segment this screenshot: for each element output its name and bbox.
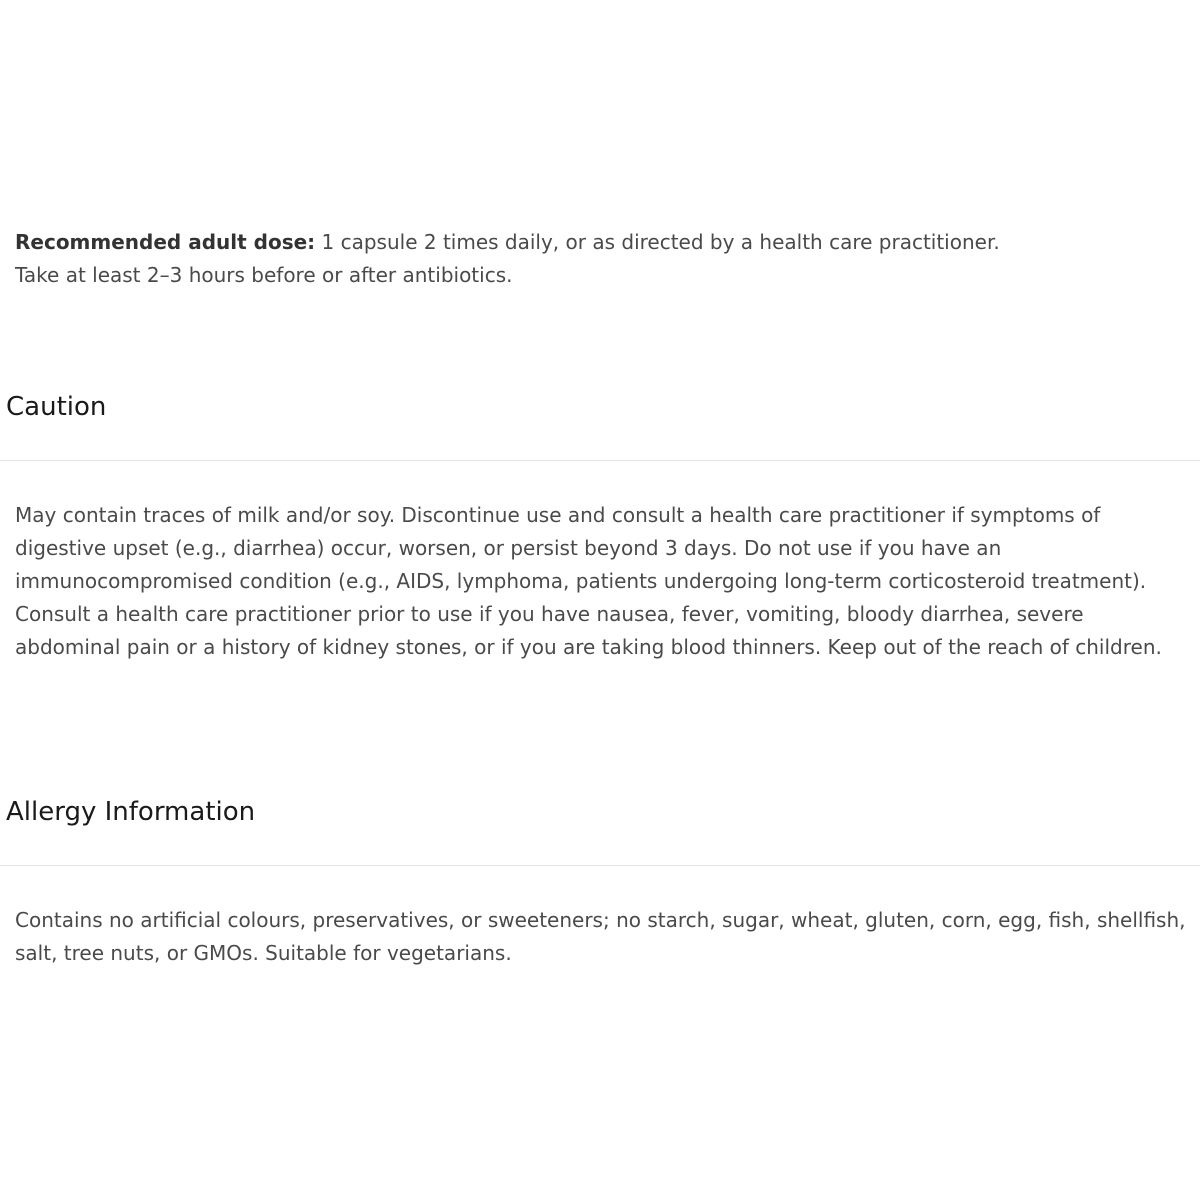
allergy-heading: Allergy Information xyxy=(6,797,256,827)
dosage-note: Take at least 2–3 hours before or after antibiotics. xyxy=(15,263,513,287)
caution-body: May contain traces of milk and/or soy. Discontinue use and consult a health care practitioner if symptoms of digestive upset (e.g., diarrhea) occur, worsen, or persist beyond 3 days. Do not use if you have an immunocompromised condition (e.g., AIDS, lymphoma, patients undergoing long-term corticosteroid treatment). Consult a health care practitioner prior to use if you have nausea, fever, vomiting, bloody diarrhea, severe abdominal pain or a history of kidney stones, or if you are taking blood thinners. Keep out of the reach of children. xyxy=(15,503,1162,659)
dosage-text: 1 capsule 2 times daily, or as directed by a health care practitioner. xyxy=(315,230,1000,254)
dosage-section xyxy=(15,226,1190,292)
dosage-line xyxy=(15,226,1190,259)
caution-heading: Caution xyxy=(6,392,107,422)
caution-divider xyxy=(0,460,1200,461)
allergy-body: Contains no artificial colours, preservatives, or sweeteners; no starch, sugar, wheat, gluten, corn, egg, fish, shellfish, salt, tree nuts, or GMOs. Suitable for vegetarians. xyxy=(15,908,1186,965)
dosage-label: Recommended adult dose: xyxy=(15,230,316,254)
allergy-divider xyxy=(0,865,1200,866)
